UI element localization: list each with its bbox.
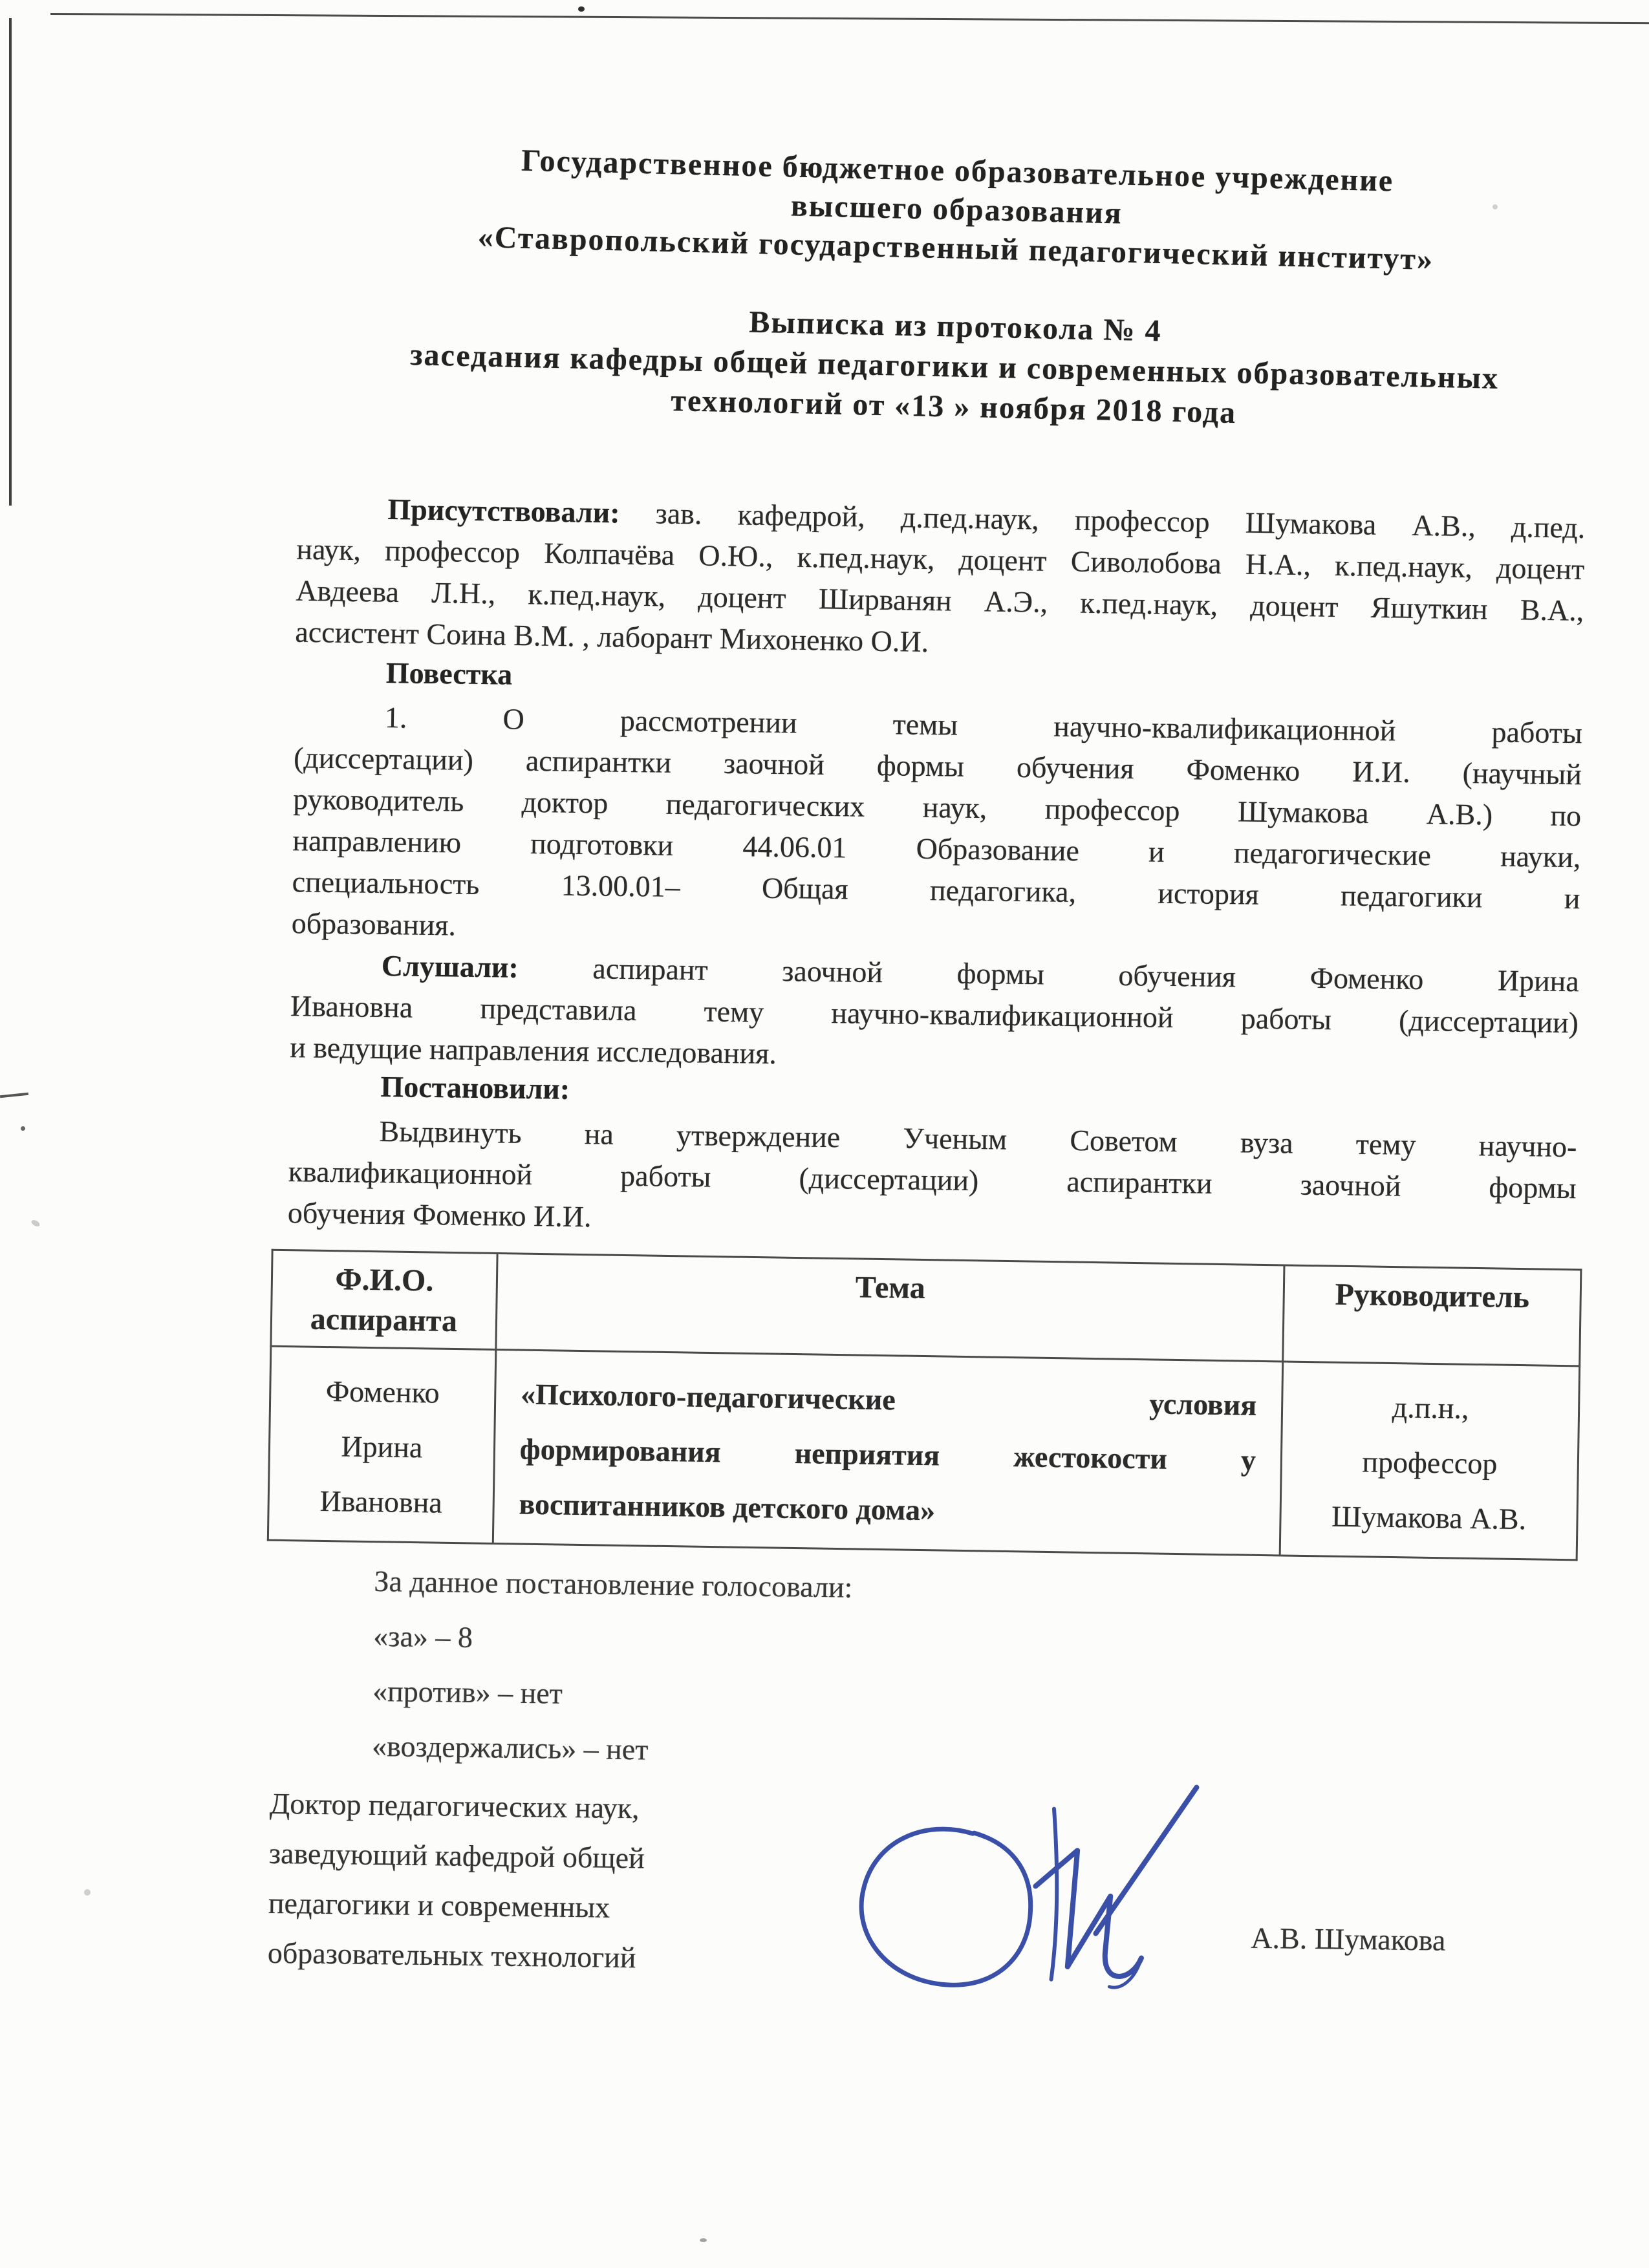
- signer-position-line: Доктор педагогических наук,: [269, 1786, 640, 1825]
- text-line: Ирина: [341, 1429, 423, 1464]
- vote-abstained: «воздержались» – нет: [371, 1729, 649, 1766]
- vote-for: «за» – 8: [373, 1619, 473, 1654]
- attendees-paragraph: [295, 487, 1586, 673]
- agenda-item-paragraph: [291, 696, 1582, 961]
- text-line: воспитанников детского дома»: [519, 1487, 936, 1527]
- text-line: квалификационной работы (диссертации) аспирантки заочной формы: [288, 1155, 1577, 1205]
- text-line: Ивановна представила тему научно-квалификационной работы (диссертации): [290, 989, 1579, 1040]
- text-line: обучения Фоменко И.И.: [287, 1196, 592, 1234]
- text-line: наук, профессор Колпачёва О.Ю., к.пед.наук, доцент Сиволобова Н.А., к.пед.наук, доцент: [296, 532, 1585, 586]
- signer-position-line: заведующий кафедрой общей: [268, 1836, 645, 1875]
- text-line: образования.: [291, 906, 457, 942]
- signer-position-line: образовательных технологий: [267, 1936, 636, 1974]
- table-header-theme: Тема: [496, 1253, 1284, 1361]
- table-header-supervisor: Руководитель: [1283, 1265, 1581, 1366]
- text-line: д.п.н.,: [1392, 1391, 1469, 1425]
- signer-position-block: [267, 1779, 645, 1983]
- text-line: «Психолого-педагогические условия: [520, 1377, 1257, 1422]
- text-line: Фоменко: [325, 1375, 440, 1409]
- doc-title-line: технологий от «13 » ноября 2018 года: [670, 383, 1237, 431]
- table-row: [268, 1346, 1579, 1560]
- org-name-line: высшего образования: [790, 188, 1123, 231]
- vote-against: «против» – нет: [372, 1674, 563, 1710]
- text-run: зав. кафедрой, д.пед.наук, профессор Шумакова А.В., д.пед.: [620, 496, 1586, 544]
- resolved-heading: Постановили:: [380, 1070, 570, 1106]
- attendees-label: Присутствовали:: [387, 492, 620, 530]
- text-line: аспиранта: [310, 1301, 458, 1339]
- organization-header: [264, 135, 1649, 284]
- text-line: формирования неприятия жестокости у: [519, 1432, 1256, 1477]
- table-header-fio: [271, 1250, 497, 1349]
- resolution-paragraph: [288, 1109, 1577, 1250]
- text-run: аспирант заочной формы обучения Фоменко Ирина: [518, 950, 1580, 998]
- text-line: Шумакова А.В.: [1331, 1499, 1527, 1536]
- text-line: ассистент Соина В.М. , лаборант Михоненко О.И.: [295, 615, 929, 658]
- org-name-line: Государственное бюджетное образовательное учреждение: [521, 143, 1394, 198]
- org-name-line: «Ставропольский государственный педагогический институт»: [477, 220, 1434, 277]
- voting-results: [372, 1554, 853, 1780]
- cell-dissertation-theme: [493, 1349, 1283, 1555]
- text-line: специальность 13.00.01– Общая педагогика, история педагогики и: [292, 865, 1580, 915]
- cell-supervisor: [1280, 1362, 1579, 1560]
- document-title: [261, 292, 1648, 442]
- text-line: направлению подготовки 44.06.01 Образование и педагогические науки,: [292, 824, 1581, 874]
- signer-name: А.В. Шумакова: [1251, 1921, 1446, 1957]
- text-line: 1. О рассмотрении темы научно-квалификационной работы: [384, 701, 1583, 750]
- cell-aspirant-name: [268, 1346, 495, 1543]
- voting-intro: За данное постановление голосовали:: [374, 1564, 853, 1604]
- handwritten-signature-ink: [836, 1768, 1214, 2026]
- text-line: Ивановна: [319, 1484, 443, 1519]
- text-line: и ведущие направления исследования.: [289, 1031, 777, 1071]
- doc-title-line: заседания кафедры общей педагогики и современных образовательных: [409, 337, 1500, 396]
- dissertation-topic-table: [267, 1249, 1582, 1561]
- text-line: Авдеева Л.Н., к.пед.наук, доцент Ширванян А.Э., к.пед.наук, доцент Яшуткин В.А.,: [296, 573, 1584, 627]
- signer-position-line: педагогики и современных: [268, 1886, 610, 1924]
- text-line: Ф.И.О.: [335, 1262, 434, 1298]
- text-line: профессор: [1362, 1445, 1498, 1481]
- text-line: (диссертации) аспирантки заочной формы обучения Фоменко И.И. (научный: [293, 741, 1582, 791]
- listened-paragraph: [290, 944, 1579, 1085]
- doc-title-line: Выписка из протокола № 4: [748, 305, 1163, 348]
- agenda-heading: Повестка: [385, 656, 513, 691]
- listened-label: Слушали:: [381, 949, 519, 984]
- text-line: Выдвинуть на утверждение Ученым Советом вуза тему научно-: [379, 1114, 1577, 1164]
- text-line: руководитель доктор педагогических наук, профессор Шумакова А.В.) по: [292, 782, 1582, 833]
